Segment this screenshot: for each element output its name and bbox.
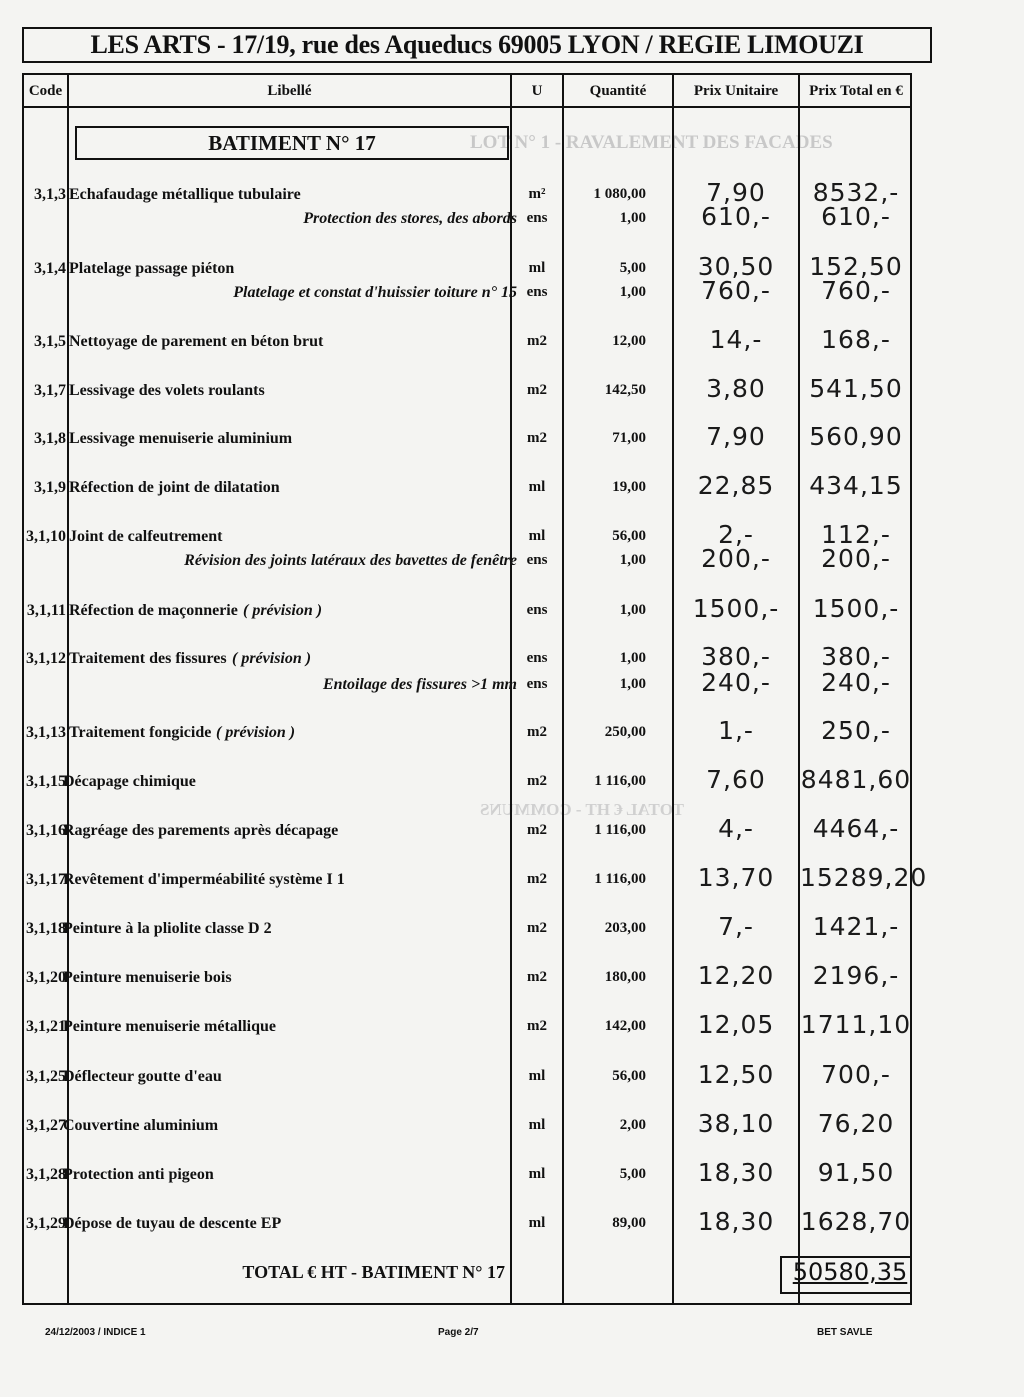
row-total-price: 380,-: [821, 642, 891, 671]
row-unit-price: 14,-: [709, 325, 763, 354]
row-quantity: 1,00: [619, 552, 646, 568]
row-total-price: 168,-: [821, 325, 891, 354]
row-unit: m2: [527, 773, 547, 789]
row-unit-price: 12,05: [697, 1010, 775, 1039]
row-quantity: 2,00: [619, 1117, 646, 1133]
row-unit-price: 610,-: [701, 202, 771, 231]
row-unit-price: 1,-: [718, 716, 754, 745]
column-header-unit: U: [531, 82, 543, 99]
row-quantity: 5,00: [619, 260, 646, 276]
row-total-price: 1421,-: [812, 912, 900, 941]
row-quantity: 56,00: [612, 528, 646, 544]
row-libelle-note: ( prévision ): [216, 724, 296, 741]
row-unit: ml: [528, 528, 546, 544]
col-divider-qty: [672, 73, 674, 1305]
column-header-unit-price: Prix Unitaire: [693, 82, 779, 99]
row-unit: ens: [526, 552, 548, 568]
row-libelle: Dépose de tuyau de descente EP: [63, 1215, 282, 1232]
row-code: 3,1,9: [34, 479, 66, 496]
row-code: 3,1,18: [26, 920, 66, 937]
row-libelle: Nettoyage de parement en béton brut: [69, 333, 324, 350]
row-total-price: 4464,-: [812, 814, 900, 843]
row-total-price: 610,-: [821, 202, 891, 231]
row-unit-price: 12,20: [697, 961, 775, 990]
row-unit: m2: [527, 382, 547, 398]
row-libelle: Peinture menuiserie métallique: [63, 1018, 276, 1035]
row-total-price: 76,20: [817, 1109, 895, 1138]
row-libelle: Traitement fongicide: [69, 724, 212, 741]
row-code: 3,1,7: [34, 382, 66, 399]
row-unit: m²: [528, 186, 546, 202]
total-label: TOTAL € HT - BATIMENT N° 17: [242, 1262, 505, 1282]
row-libelle: Lessivage des volets roulants: [69, 382, 265, 399]
row-unit: m2: [527, 333, 547, 349]
row-unit-price: 200,-: [701, 544, 771, 573]
row-total-price: 760,-: [821, 276, 891, 305]
row-total-price: 240,-: [821, 668, 891, 697]
row-total-price: 112,-: [821, 520, 891, 549]
row-quantity: 5,00: [619, 1166, 646, 1182]
row-total-price: 434,15: [809, 471, 903, 500]
row-quantity: 1,00: [619, 676, 646, 692]
row-code: 3,1,15: [26, 773, 66, 790]
footer-author: BET SAVLE: [817, 1327, 873, 1338]
row-total-price: 560,90: [809, 422, 903, 451]
row-total-price: 2196,-: [812, 961, 900, 990]
row-quantity: 1 080,00: [593, 186, 646, 202]
row-unit: ml: [528, 479, 546, 495]
row-libelle: Protection anti pigeon: [63, 1166, 214, 1183]
row-unit-price: 38,10: [697, 1109, 775, 1138]
row-unit: ens: [526, 210, 548, 226]
document-title: LES ARTS - 17/19, rue des Aqueducs 69005 LYON / REGIE LIMOUZI: [22, 27, 932, 63]
row-unit-price: 7,90: [706, 422, 766, 451]
row-libelle-note: ( prévision ): [232, 650, 312, 667]
row-quantity: 142,00: [604, 1018, 646, 1034]
row-unit: m2: [527, 1018, 547, 1034]
row-unit-price: 7,-: [718, 912, 754, 941]
bleed-through-total: TOTAL € HT - COMMUNS: [480, 800, 685, 819]
row-libelle: Déflecteur goutte d'eau: [63, 1068, 222, 1085]
row-code: 3,1,10: [26, 528, 66, 545]
row-total-price: 91,50: [817, 1158, 895, 1187]
row-libelle-note: ( prévision ): [243, 602, 323, 619]
row-quantity: 19,00: [612, 479, 646, 495]
row-total-price: 200,-: [821, 544, 891, 573]
row-unit-price: 18,30: [697, 1158, 775, 1187]
row-total-price: 1628,70: [800, 1207, 912, 1236]
row-unit: m2: [527, 920, 547, 936]
row-unit-price: 760,-: [701, 276, 771, 305]
row-code: 3,1,29: [26, 1215, 66, 1232]
row-code: 3,1,8: [34, 430, 66, 447]
row-libelle: Joint de calfeutrement: [69, 528, 223, 545]
row-code: 3,1,3: [34, 186, 66, 203]
row-total-price: 15289,20: [800, 863, 928, 892]
row-unit-price: 1500,-: [692, 594, 780, 623]
row-code: 3,1,27: [26, 1117, 66, 1134]
row-unit: ml: [528, 1117, 546, 1133]
row-unit-price: 30,50: [697, 252, 775, 281]
row-unit: ens: [526, 650, 548, 666]
row-unit: ml: [528, 1166, 546, 1182]
row-unit: ml: [528, 260, 546, 276]
bleed-through-heading: LOT N° 1 - RAVALEMENT DES FACADES: [470, 132, 833, 153]
row-total-price: 541,50: [809, 374, 903, 403]
row-quantity: 56,00: [612, 1068, 646, 1084]
row-unit: ml: [528, 1068, 546, 1084]
row-quantity: 1,00: [619, 284, 646, 300]
row-total-price: 152,50: [809, 252, 903, 281]
row-libelle: Echafaudage métallique tubulaire: [69, 186, 301, 203]
row-quantity: 1,00: [619, 602, 646, 618]
row-unit-price: 4,-: [718, 814, 754, 843]
row-quantity: 89,00: [612, 1215, 646, 1231]
row-unit-price: 3,80: [706, 374, 766, 403]
row-unit: ens: [526, 602, 548, 618]
row-unit: ens: [526, 284, 548, 300]
row-quantity: 250,00: [604, 724, 646, 740]
row-total-price: 1711,10: [800, 1010, 912, 1039]
row-sub-libelle: Protection des stores, des abords: [303, 210, 517, 227]
row-libelle: Revêtement d'imperméabilité système I 1: [63, 871, 345, 888]
row-code: 3,1,25: [26, 1068, 66, 1085]
section-title: BATIMENT N° 17: [75, 126, 509, 160]
row-libelle: Réfection de maçonnerie: [69, 602, 238, 619]
row-unit-price: 12,50: [697, 1060, 775, 1089]
row-code: 3,1,12: [26, 650, 66, 667]
footer-page: Page 2/7: [438, 1327, 479, 1338]
row-quantity: 71,00: [612, 430, 646, 446]
row-quantity: 1,00: [619, 210, 646, 226]
row-sub-libelle: Entoilage des fissures >1 mm: [322, 676, 517, 693]
total-value: 50580,35: [792, 1258, 908, 1286]
row-quantity: 1 116,00: [594, 871, 646, 887]
column-header-total-price: Prix Total en €: [809, 82, 903, 99]
row-unit-price: 22,85: [697, 471, 775, 500]
row-unit: ml: [528, 1215, 546, 1231]
row-unit: m2: [527, 724, 547, 740]
row-libelle: Couvertine aluminium: [63, 1117, 219, 1134]
row-code: 3,1,28: [26, 1166, 66, 1183]
column-header-libelle: Libellé: [267, 82, 312, 99]
row-libelle: Peinture à la pliolite classe D 2: [63, 920, 272, 937]
row-code: 3,1,13: [26, 724, 66, 741]
row-unit-price: 380,-: [701, 642, 771, 671]
row-unit-price: 240,-: [701, 668, 771, 697]
row-total-price: 8532,-: [812, 178, 900, 207]
row-unit-price: 7,60: [706, 765, 766, 794]
row-libelle: Réfection de joint de dilatation: [69, 479, 280, 496]
row-code: 3,1,20: [26, 969, 66, 986]
row-libelle: Ragréage des parements après décapage: [63, 822, 339, 839]
row-quantity: 203,00: [604, 920, 646, 936]
row-quantity: 142,50: [604, 382, 646, 398]
row-code: 3,1,21: [26, 1018, 66, 1035]
row-unit: m2: [527, 969, 547, 985]
row-quantity: 1,00: [619, 650, 646, 666]
row-unit: m2: [527, 430, 547, 446]
row-libelle: Traitement des fissures: [69, 650, 227, 667]
row-libelle: Platelage passage piéton: [69, 260, 235, 277]
row-libelle: Lessivage menuiserie aluminium: [69, 430, 293, 447]
row-unit: m2: [527, 871, 547, 887]
row-total-price: 250,-: [821, 716, 891, 745]
footer-date: 24/12/2003 / INDICE 1: [45, 1327, 146, 1338]
row-unit-price: 18,30: [697, 1207, 775, 1236]
row-libelle: Peinture menuiserie bois: [63, 969, 232, 986]
row-unit-price: 2,-: [718, 520, 754, 549]
row-unit-price: 7,90: [706, 178, 766, 207]
row-code: 3,1,17: [26, 871, 66, 888]
row-quantity: 180,00: [604, 969, 646, 985]
row-sub-libelle: Platelage et constat d'huissier toiture n° 15: [233, 284, 517, 301]
row-libelle: Décapage chimique: [63, 773, 196, 790]
header-divider: [22, 106, 912, 108]
row-total-price: 700,-: [821, 1060, 891, 1089]
row-total-price: 1500,-: [812, 594, 900, 623]
row-code: 3,1,11: [26, 602, 66, 619]
column-header-code: Code: [28, 82, 63, 99]
row-code: 3,1,16: [26, 822, 66, 839]
row-unit: m2: [527, 822, 547, 838]
row-quantity: 12,00: [612, 333, 646, 349]
row-quantity: 1 116,00: [594, 773, 646, 789]
row-unit-price: 13,70: [697, 863, 775, 892]
row-code: 3,1,5: [34, 333, 66, 350]
row-quantity: 1 116,00: [594, 822, 646, 838]
row-unit: ens: [526, 676, 548, 692]
row-total-price: 8481,60: [800, 765, 912, 794]
column-header-quantity: Quantité: [589, 82, 647, 99]
row-code: 3,1,4: [34, 260, 66, 277]
row-sub-libelle: Révision des joints latéraux des bavettes de fenêtre: [184, 552, 517, 569]
